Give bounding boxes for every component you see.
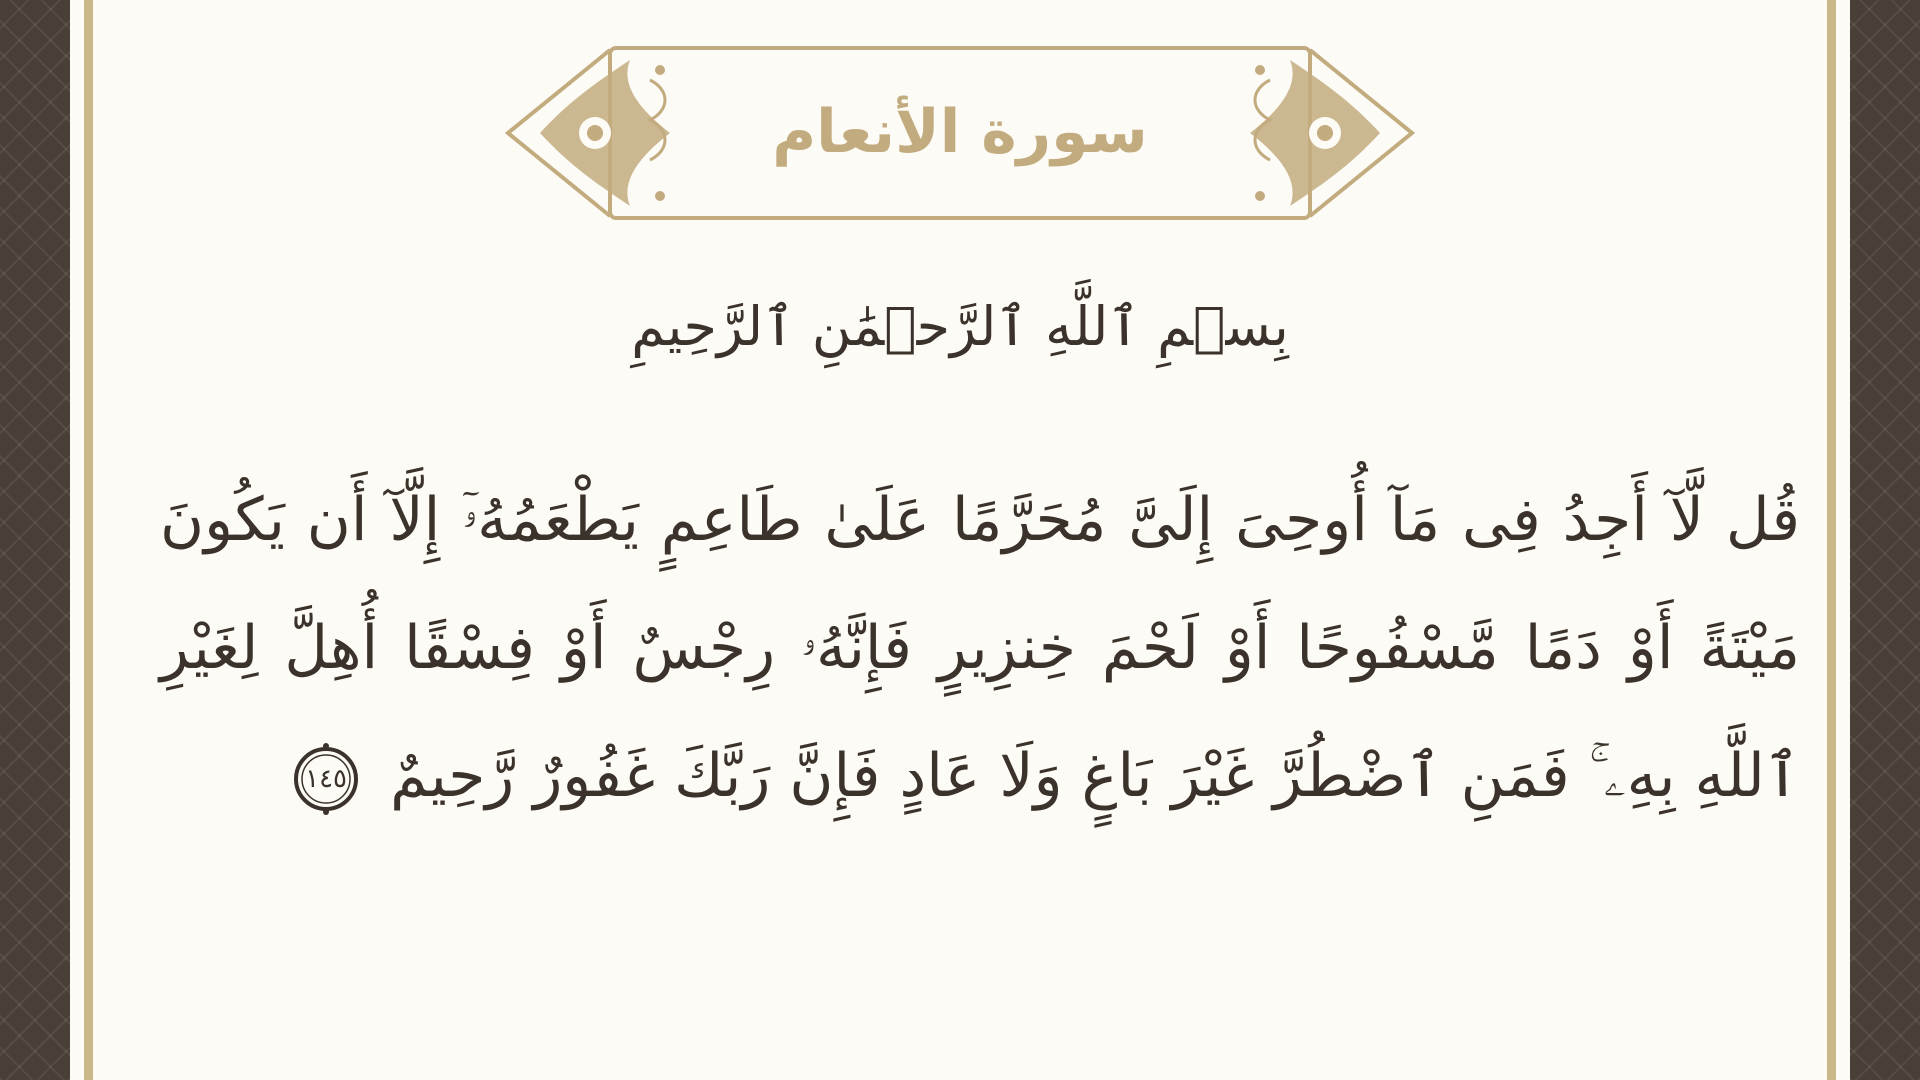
ayah-number-marker (289, 742, 363, 816)
verse-text (160, 456, 1800, 840)
left-decorative-frame (0, 0, 70, 1080)
left-gold-border (84, 0, 93, 1080)
right-decorative-frame (1850, 0, 1920, 1080)
basmala: بِسۡمِ ٱللَّهِ ٱلرَّحۡمَٰنِ ٱلرَّحِيمِ (631, 295, 1289, 358)
surah-title: سورة الأنعام (772, 97, 1148, 167)
surah-header-banner (500, 40, 1420, 230)
verse-body: قُل لَّآ أَجِدُ فِى مَآ أُوحِىَ إِلَىَّ مُحَرَّمًا عَلَىٰ طَاعِمٍ يَطْعَمُهُۥٓ إِلَّآ أَن يَكُونَ مَيْتَةً أَوْ دَمًا مَّسْفُوحًا أَوْ لَحْمَ خِنزِيرٍ فَإِنَّهُۥ رِجْسٌ أَوْ فِسْقًا أُهِلَّ لِغَيْرِ ٱللَّهِ بِهِۦ ۚ فَمَنِ ٱضْطُرَّ غَيْرَ بَاغٍ وَلَا عَادٍ فَإِنَّ رَبَّكَ غَفُورٌ رَّحِيمٌ (160, 485, 1800, 811)
ayah-number: ١٤٥ (305, 764, 348, 795)
right-gold-border (1827, 0, 1836, 1080)
